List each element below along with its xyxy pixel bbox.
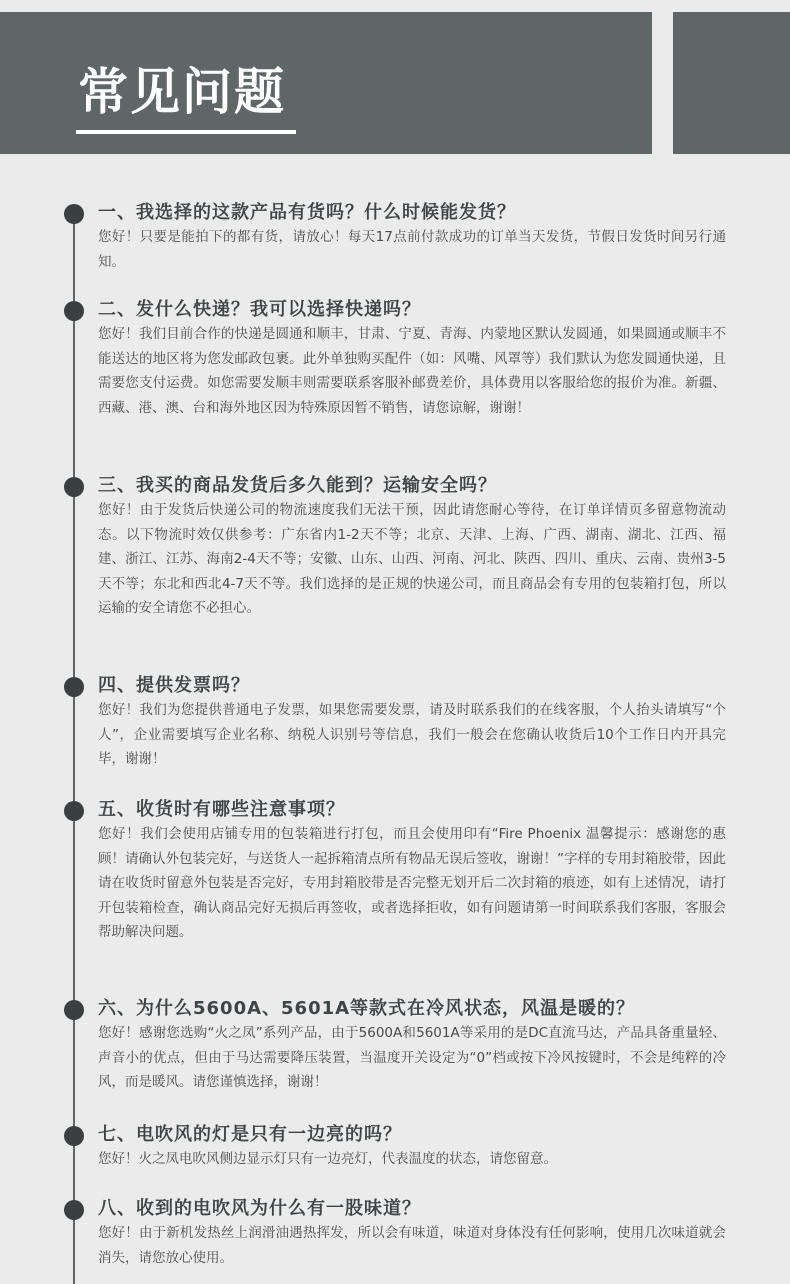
- faq-question: 六、为什么5600A、5601A等款式在冷风状态，风温是暖的？: [98, 998, 636, 1019]
- bullet-dot: [64, 1200, 84, 1220]
- timeline-line: [73, 205, 75, 1284]
- faq-question: 五、收货时有哪些注意事项？: [98, 799, 345, 820]
- bullet-dot: [64, 1126, 84, 1146]
- bullet-dot: [64, 477, 84, 497]
- faq-question: 二、发什么快递？我可以选择快递吗？: [98, 299, 421, 320]
- faq-question: 七、电吹风的灯是只有一边亮的吗？: [98, 1124, 402, 1145]
- header-banner: [0, 12, 652, 154]
- page-title: 常见问题: [78, 63, 286, 121]
- faq-answer: 您好！我们会使用店铺专用的包装箱进行打包，而且会使用印有“Fire Phoenix 温馨提示：感谢您的惠顾！请确认外包装完好，与送货人一起拆箱清点所有物品无误后签收，谢谢！”字样的专用封箱胶带，因此请在收货时留意外包装是否完好，专用封箱胶带是否完整无划开后二次封箱的痕迹，如有上述情况，请打开包装箱检查，确认商品完好无损后再签收，或者选择拒收，如有问题请第一时间联系我们客服，客服会帮助解决问题。: [98, 826, 726, 940]
- faq-question: 四、提供发票吗？: [98, 675, 250, 696]
- faq-answer: 您好！我们目前合作的快递是圆通和顺丰，甘肃、宁夏、青海、内蒙地区默认发圆通，如果圆通或顺丰不能送达的地区将为您发邮政包裹。此外单独购买配件（如：风嘴、风罩等）我们默认为您发圆通快递，且需要您支付运费。如您需要发顺丰则需要联系客服补邮费差价，具体费用以客服给您的报价为准。新疆、西藏、港、澳、台和海外地区因为特殊原因暂不销售，请您谅解，谢谢！: [98, 326, 726, 416]
- faq-question: 三、我买的商品发货后多久能到？运输安全吗？: [98, 475, 497, 496]
- bullet-dot: [64, 677, 84, 697]
- faq-answer: 您好！我们为您提供普通电子发票，如果您需要发票，请及时联系我们的在线客服，个人抬头请填写“个人”，企业需要填写企业名称、纳税人识别号等信息，我们一般会在您确认收货后10个工作日内开具完毕，谢谢！: [98, 702, 726, 767]
- bullet-dot: [64, 801, 84, 821]
- bullet-dot: [64, 204, 84, 224]
- faq-question: 一、我选择的这款产品有货吗？什么时候能发货？: [98, 202, 516, 223]
- faq-question: 八、收到的电吹风为什么有一股味道？: [98, 1198, 421, 1219]
- faq-answer: 您好！由于发货后快递公司的物流速度我们无法干预，因此请您耐心等待，在订单详情页多留意物流动态。以下物流时效仅供参考：广东省内1-2天不等；北京、天津、上海、广西、湖南、湖北、江西、福建、浙江、江苏、海南2-4天不等；安徽、山东、山西、河南、河北、陕西、四川、重庆、云南、贵州3-5天不等；东北和西北4-7天不等。我们选择的是正规的快递公司，而且商品会有专用的包装箱打包，所以运输的安全请您不必担心。: [98, 502, 726, 616]
- faq-answer: 您好！由于新机发热丝上润滑油遇热挥发，所以会有味道，味道对身体没有任何影响，使用几次味道就会消失，请您放心使用。: [98, 1225, 726, 1266]
- faq-answer: 您好！火之凤电吹风侧边显示灯只有一边亮灯，代表温度的状态，请您留意。: [98, 1151, 557, 1167]
- bullet-dot: [64, 1000, 84, 1020]
- bullet-dot: [64, 301, 84, 321]
- faq-answer: 您好！只要是能拍下的都有货，请放心！每天17点前付款成功的订单当天发货，节假日发货时间另行通知。: [98, 229, 726, 270]
- faq-answer: 您好！感谢您选购“火之凤”系列产品，由于5600A和5601A等采用的是DC直流马达，产品具备重量轻、声音小的优点，但由于马达需要降压装置，当温度开关设定为“0”档或按下冷风按键时，不会是纯粹的冷风，而是暖风。请您谨慎选择，谢谢！: [98, 1025, 726, 1090]
- title-underline: [76, 130, 296, 134]
- header-side-block: [673, 12, 790, 154]
